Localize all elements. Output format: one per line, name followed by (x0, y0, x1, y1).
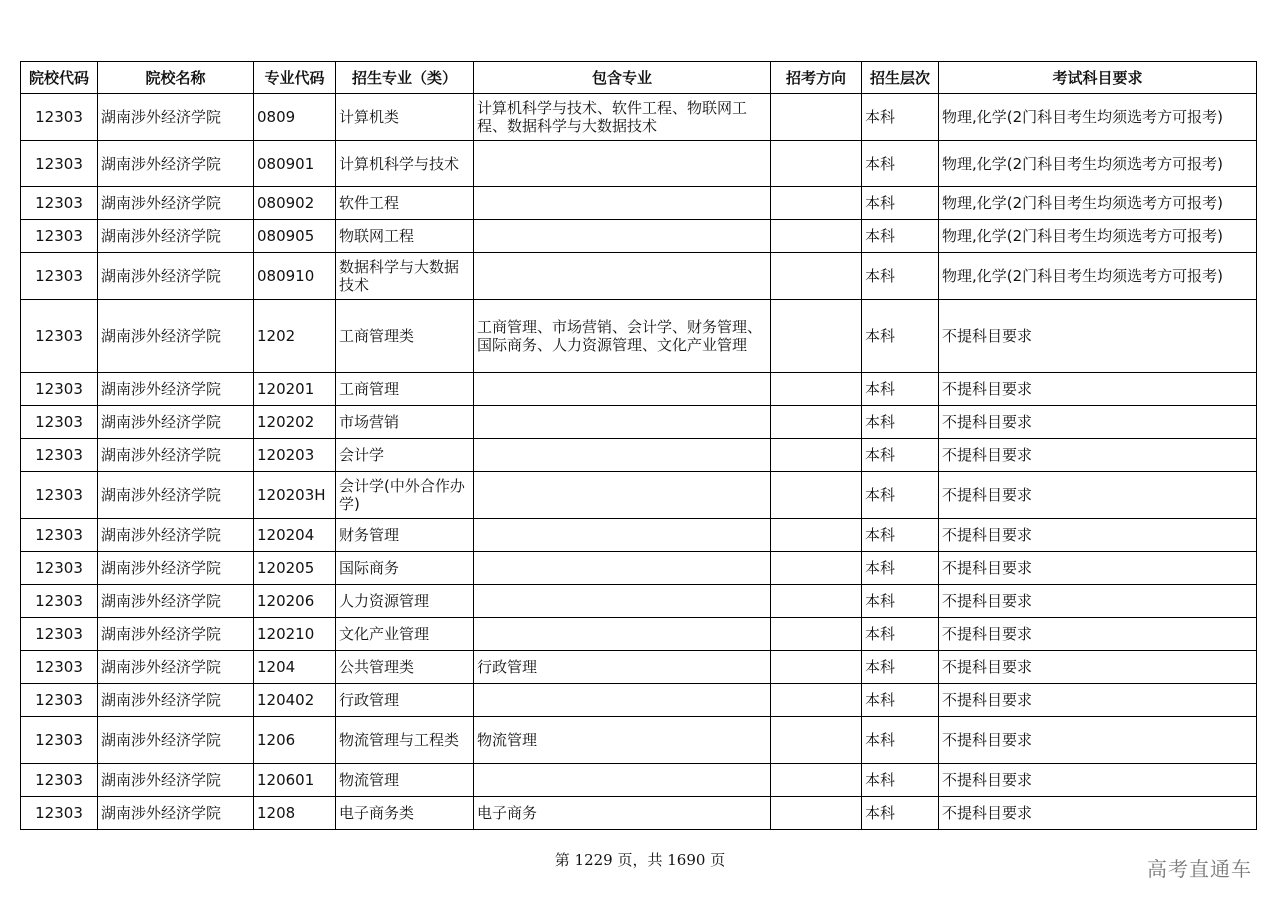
cell-school-name: 湖南涉外经济学院 (98, 552, 254, 585)
cell-major-name: 文化产业管理 (336, 618, 474, 651)
cell-school-name: 湖南涉外经济学院 (98, 187, 254, 220)
cell-subject-requirement: 不提科目要求 (939, 764, 1257, 797)
cell-exam-direction (771, 618, 862, 651)
cell-subject-requirement: 物理,化学(2门科目考生均须选考方可报考) (939, 220, 1257, 253)
cell-exam-direction (771, 373, 862, 406)
table-row (21, 519, 1257, 552)
table-row (21, 187, 1257, 220)
cell-level: 本科 (862, 300, 939, 373)
cell-subject-requirement: 不提科目要求 (939, 684, 1257, 717)
cell-school-code: 12303 (21, 220, 98, 253)
cell-school-name: 湖南涉外经济学院 (98, 253, 254, 300)
cell-school-name: 湖南涉外经济学院 (98, 141, 254, 187)
cell-subject-requirement: 不提科目要求 (939, 406, 1257, 439)
cell-subject-requirement: 物理,化学(2门科目考生均须选考方可报考) (939, 187, 1257, 220)
cell-subject-requirement: 物理,化学(2门科目考生均须选考方可报考) (939, 253, 1257, 300)
cell-level: 本科 (862, 187, 939, 220)
cell-major-code: 080902 (254, 187, 336, 220)
cell-level: 本科 (862, 684, 939, 717)
cell-major-name: 会计学(中外合作办学) (336, 472, 474, 519)
cell-exam-direction (771, 684, 862, 717)
cell-level: 本科 (862, 552, 939, 585)
cell-major-code: 120201 (254, 373, 336, 406)
cell-level: 本科 (862, 373, 939, 406)
cell-level: 本科 (862, 797, 939, 830)
cell-school-name: 湖南涉外经济学院 (98, 684, 254, 717)
cell-major-code: 1202 (254, 300, 336, 373)
cell-major-name: 软件工程 (336, 187, 474, 220)
table-row (21, 220, 1257, 253)
cell-major-name: 电子商务类 (336, 797, 474, 830)
cell-major-code: 120210 (254, 618, 336, 651)
cell-included-majors: 计算机科学与技术、软件工程、物联网工程、数据科学与大数据技术 (474, 94, 771, 141)
cell-major-name: 国际商务 (336, 552, 474, 585)
page-number: 第 1229 页，共 1690 页 (554, 851, 726, 869)
cell-included-majors (474, 618, 771, 651)
cell-major-code: 080905 (254, 220, 336, 253)
cell-included-majors (474, 585, 771, 618)
cell-school-code: 12303 (21, 439, 98, 472)
cell-exam-direction (771, 187, 862, 220)
cell-school-code: 12303 (21, 187, 98, 220)
cell-exam-direction (771, 472, 862, 519)
cell-school-name: 湖南涉外经济学院 (98, 94, 254, 141)
table-row (21, 439, 1257, 472)
cell-major-name: 物流管理 (336, 764, 474, 797)
cell-exam-direction (771, 300, 862, 373)
cell-major-code: 120202 (254, 406, 336, 439)
table-row (21, 141, 1257, 187)
cell-included-majors (474, 253, 771, 300)
table-row (21, 552, 1257, 585)
table-row (21, 797, 1257, 830)
cell-school-code: 12303 (21, 717, 98, 764)
cell-school-code: 12303 (21, 94, 98, 141)
cell-major-name: 公共管理类 (336, 651, 474, 684)
cell-school-code: 12303 (21, 406, 98, 439)
cell-major-code: 120203H (254, 472, 336, 519)
cell-school-code: 12303 (21, 519, 98, 552)
cell-major-code: 080910 (254, 253, 336, 300)
cell-major-code: 1208 (254, 797, 336, 830)
table-row (21, 373, 1257, 406)
cell-school-code: 12303 (21, 585, 98, 618)
table-row (21, 300, 1257, 373)
cell-level: 本科 (862, 585, 939, 618)
cell-exam-direction (771, 797, 862, 830)
cell-school-name: 湖南涉外经济学院 (98, 439, 254, 472)
header-major-name: 招生专业（类） (336, 62, 474, 94)
cell-major-name: 财务管理 (336, 519, 474, 552)
cell-level: 本科 (862, 717, 939, 764)
cell-school-code: 12303 (21, 764, 98, 797)
cell-school-code: 12303 (21, 373, 98, 406)
cell-included-majors: 电子商务 (474, 797, 771, 830)
cell-major-name: 计算机类 (336, 94, 474, 141)
cell-school-name: 湖南涉外经济学院 (98, 764, 254, 797)
table-row (21, 94, 1257, 141)
cell-level: 本科 (862, 94, 939, 141)
cell-subject-requirement: 不提科目要求 (939, 552, 1257, 585)
cell-major-name: 计算机科学与技术 (336, 141, 474, 187)
cell-subject-requirement: 不提科目要求 (939, 797, 1257, 830)
cell-subject-requirement: 物理,化学(2门科目考生均须选考方可报考) (939, 141, 1257, 187)
cell-major-name: 物联网工程 (336, 220, 474, 253)
cell-level: 本科 (862, 439, 939, 472)
header-subject-requirement: 考试科目要求 (939, 62, 1257, 94)
table-row (21, 684, 1257, 717)
cell-major-code: 080901 (254, 141, 336, 187)
cell-included-majors: 物流管理 (474, 717, 771, 764)
cell-included-majors: 行政管理 (474, 651, 771, 684)
cell-exam-direction (771, 519, 862, 552)
header-row (21, 62, 1257, 94)
cell-school-code: 12303 (21, 552, 98, 585)
table-row (21, 717, 1257, 764)
cell-major-code: 1206 (254, 717, 336, 764)
admission-table (20, 61, 1257, 830)
cell-exam-direction (771, 220, 862, 253)
cell-school-code: 12303 (21, 300, 98, 373)
table-row (21, 472, 1257, 519)
cell-subject-requirement: 不提科目要求 (939, 618, 1257, 651)
table-row (21, 406, 1257, 439)
cell-included-majors (474, 519, 771, 552)
cell-major-name: 人力资源管理 (336, 585, 474, 618)
cell-level: 本科 (862, 519, 939, 552)
cell-subject-requirement: 不提科目要求 (939, 300, 1257, 373)
cell-major-name: 工商管理 (336, 373, 474, 406)
header-exam-direction: 招考方向 (771, 62, 862, 94)
cell-subject-requirement: 不提科目要求 (939, 439, 1257, 472)
cell-exam-direction (771, 585, 862, 618)
cell-included-majors (474, 187, 771, 220)
table-body (21, 94, 1257, 830)
header-level: 招生层次 (862, 62, 939, 94)
cell-school-name: 湖南涉外经济学院 (98, 373, 254, 406)
cell-school-name: 湖南涉外经济学院 (98, 797, 254, 830)
cell-exam-direction (771, 552, 862, 585)
cell-level: 本科 (862, 406, 939, 439)
cell-school-name: 湖南涉外经济学院 (98, 717, 254, 764)
cell-school-code: 12303 (21, 797, 98, 830)
cell-included-majors (474, 439, 771, 472)
cell-exam-direction (771, 253, 862, 300)
cell-level: 本科 (862, 253, 939, 300)
cell-school-name: 湖南涉外经济学院 (98, 618, 254, 651)
table-row (21, 585, 1257, 618)
cell-subject-requirement: 不提科目要求 (939, 585, 1257, 618)
cell-school-name: 湖南涉外经济学院 (98, 406, 254, 439)
cell-subject-requirement: 不提科目要求 (939, 373, 1257, 406)
cell-exam-direction (771, 406, 862, 439)
cell-school-code: 12303 (21, 141, 98, 187)
cell-exam-direction (771, 651, 862, 684)
cell-subject-requirement: 物理,化学(2门科目考生均须选考方可报考) (939, 94, 1257, 141)
cell-major-code: 0809 (254, 94, 336, 141)
cell-subject-requirement: 不提科目要求 (939, 717, 1257, 764)
cell-exam-direction (771, 141, 862, 187)
cell-exam-direction (771, 94, 862, 141)
cell-included-majors (474, 552, 771, 585)
cell-major-name: 行政管理 (336, 684, 474, 717)
cell-school-code: 12303 (21, 651, 98, 684)
cell-school-code: 12303 (21, 684, 98, 717)
header-included-majors: 包含专业 (474, 62, 771, 94)
cell-exam-direction (771, 764, 862, 797)
watermark: 高考直通车 (1147, 857, 1252, 881)
cell-level: 本科 (862, 651, 939, 684)
cell-school-name: 湖南涉外经济学院 (98, 472, 254, 519)
cell-exam-direction (771, 717, 862, 764)
cell-included-majors (474, 472, 771, 519)
cell-subject-requirement: 不提科目要求 (939, 651, 1257, 684)
cell-major-name: 物流管理与工程类 (336, 717, 474, 764)
cell-school-name: 湖南涉外经济学院 (98, 300, 254, 373)
cell-major-code: 120402 (254, 684, 336, 717)
header-school-code: 院校代码 (21, 62, 98, 94)
cell-school-code: 12303 (21, 253, 98, 300)
table-row (21, 651, 1257, 684)
cell-subject-requirement: 不提科目要求 (939, 519, 1257, 552)
cell-school-name: 湖南涉外经济学院 (98, 220, 254, 253)
cell-school-code: 12303 (21, 618, 98, 651)
header-school-name: 院校名称 (98, 62, 254, 94)
cell-level: 本科 (862, 220, 939, 253)
cell-school-name: 湖南涉外经济学院 (98, 585, 254, 618)
table-row (21, 253, 1257, 300)
cell-included-majors: 工商管理、市场营销、会计学、财务管理、国际商务、人力资源管理、文化产业管理 (474, 300, 771, 373)
cell-major-name: 市场营销 (336, 406, 474, 439)
cell-exam-direction (771, 439, 862, 472)
cell-level: 本科 (862, 141, 939, 187)
cell-included-majors (474, 141, 771, 187)
cell-level: 本科 (862, 764, 939, 797)
cell-major-code: 1204 (254, 651, 336, 684)
cell-major-name: 工商管理类 (336, 300, 474, 373)
cell-included-majors (474, 684, 771, 717)
cell-included-majors (474, 764, 771, 797)
cell-school-name: 湖南涉外经济学院 (98, 651, 254, 684)
cell-included-majors (474, 373, 771, 406)
cell-subject-requirement: 不提科目要求 (939, 472, 1257, 519)
cell-level: 本科 (862, 472, 939, 519)
cell-major-code: 120601 (254, 764, 336, 797)
header-major-code: 专业代码 (254, 62, 336, 94)
cell-major-code: 120205 (254, 552, 336, 585)
cell-major-code: 120206 (254, 585, 336, 618)
cell-major-code: 120203 (254, 439, 336, 472)
cell-included-majors (474, 220, 771, 253)
cell-major-code: 120204 (254, 519, 336, 552)
table-row (21, 764, 1257, 797)
cell-major-name: 数据科学与大数据技术 (336, 253, 474, 300)
cell-included-majors (474, 406, 771, 439)
cell-school-name: 湖南涉外经济学院 (98, 519, 254, 552)
cell-school-code: 12303 (21, 472, 98, 519)
cell-major-name: 会计学 (336, 439, 474, 472)
table-row (21, 618, 1257, 651)
cell-level: 本科 (862, 618, 939, 651)
table-header (21, 62, 1257, 94)
